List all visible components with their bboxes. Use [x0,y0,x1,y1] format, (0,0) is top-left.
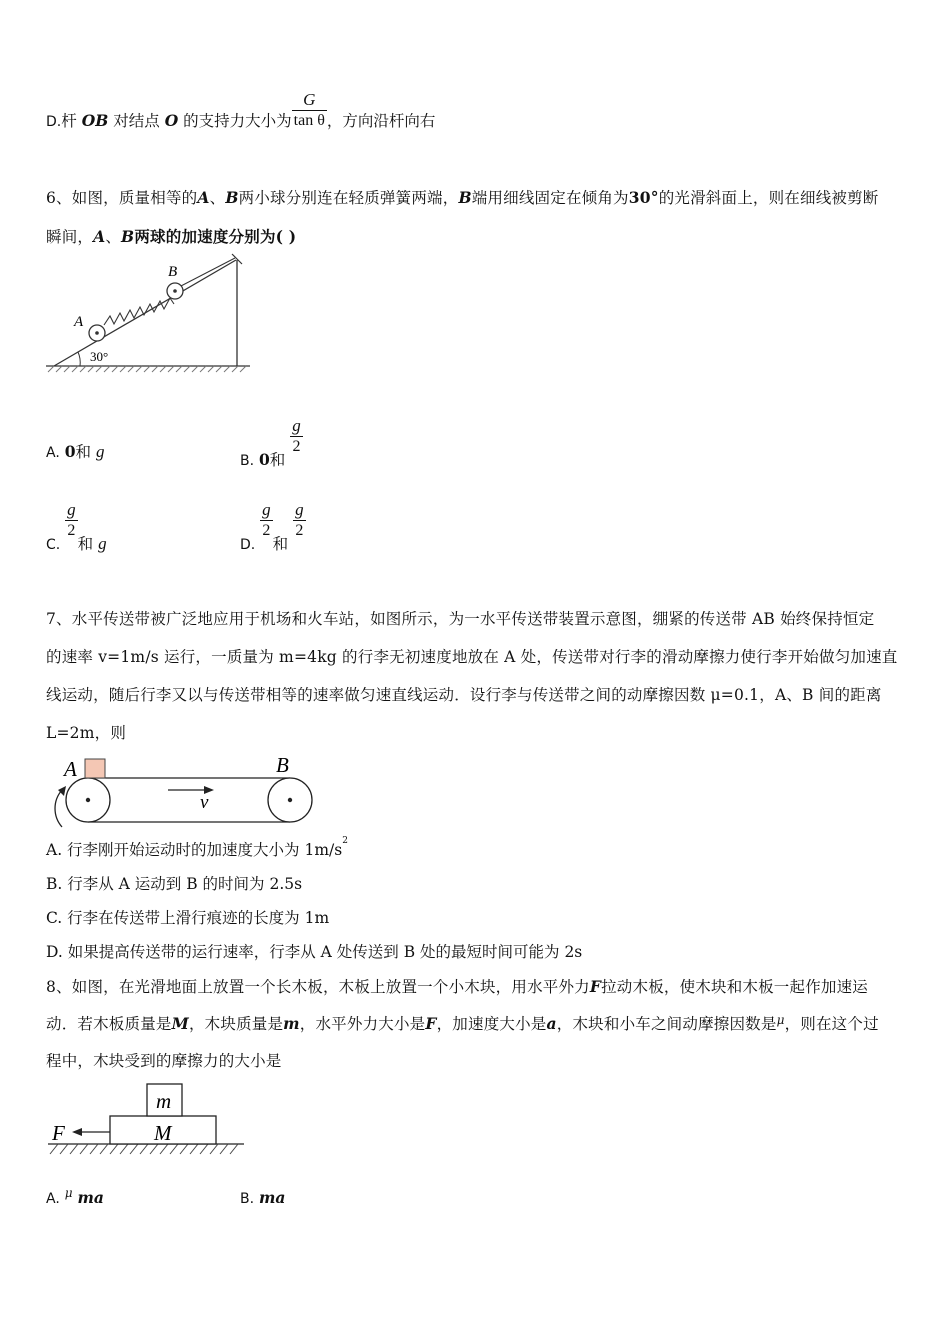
q7-option-a[interactable] [46,838,348,860]
q8-text: ，木块质量是 [188,1015,284,1033]
value: 0 [259,449,270,469]
label-m: m [156,1089,172,1113]
fraction-denominator: 2 [260,520,273,541]
q8-option-b[interactable] [240,1188,285,1207]
label-b: B [276,753,289,777]
q6-stem-line1 [46,186,904,208]
option-label: D. [240,536,256,553]
q6-b: B [225,188,239,207]
fraction [293,500,306,541]
angle-arc [78,352,80,366]
q7-option-c[interactable]: C. 行李在传送带上滑行痕迹的长度为 1m [46,909,330,927]
fraction-denominator: tan θ [293,112,325,129]
q7-text: 的速率 v=1m/s 运行，一质量为 m=4kg 的行李无初速度地放在 A 处，传送带对行李的滑动摩擦力使行李开始做匀加速直 [46,648,898,666]
q5-ob: OB [81,110,109,130]
q7-option-b[interactable]: B. 行李从 A 运动到 B 的时间为 2.5s [46,875,303,893]
q7-stem-line3: 线运动，随后行李又以与传送带相等的速率做匀速直线运动．设行李与传送带之间的动摩擦因数 μ=0.1，A、B 间的距离 [46,686,882,704]
q8-text: 动．若木板质量是 [46,1015,172,1033]
thread [179,258,235,287]
value: 0 [64,442,76,461]
option-label: A. [46,1191,60,1207]
q5-o: O [164,110,179,130]
q6-option-c[interactable] [46,500,107,553]
label-a: A [64,757,77,781]
ground-hatch [50,1144,238,1154]
q8-stem-line2 [46,1012,904,1034]
q5-option-d [46,90,436,148]
fraction-numerator: g [67,500,76,519]
q5-text: 的支持力大小为 [183,111,292,130]
q8-mass-small: m [283,1014,300,1033]
q8-text: ，木块和小车之间动摩擦因数是 [556,1015,777,1033]
q8-f: F [425,1014,437,1033]
fraction-numerator: g [292,416,301,435]
label-angle: 30° [90,349,109,364]
q5-text: 杆 [61,111,77,130]
q8-text: ，加速度大小是 [436,1015,547,1033]
q7-stem-line2 [46,645,904,667]
q6-a: A [93,227,106,246]
q6-option-a[interactable] [46,440,104,462]
fraction-denominator: 2 [65,520,78,541]
q8-text: ，则在这个过 [784,1015,879,1033]
option-label: C. [46,536,61,553]
q8-stem-line3: 程中，木块受到的摩擦力的大小是 [46,1052,282,1070]
fraction-denominator: 2 [290,436,303,457]
q6-b: B [458,188,472,207]
fraction [260,500,273,541]
label-v: v [200,792,209,813]
value-ma: ma [259,1188,286,1207]
q8-f: F [589,977,602,996]
and-text: 和 [269,450,286,469]
and-text: 和 [75,443,92,461]
q8-mass-m: M [171,1014,189,1033]
and-text: 和 [272,534,289,553]
math-g: g [98,533,107,553]
q6-text: 的光滑斜面上，则在细线被剪断 [658,189,879,207]
fraction-denominator: 2 [293,520,306,541]
q5-text: ，方向沿杆向右 [326,111,436,130]
q8-option-a[interactable] [46,1188,104,1207]
and-text: 和 [77,534,94,553]
superscript: 2 [342,836,348,846]
q8-text: 拉动木板，使木块和木板一起作加速运 [601,978,868,996]
option-label: B. [240,1191,255,1207]
q6-option-b[interactable] [240,416,303,469]
q6-text: 6、如图，质量相等的 [46,189,198,207]
label-board: M [154,1121,172,1145]
q7-stem-line1: 7、水平传送带被广泛地应用于机场和火车站，如图所示，为一水平传送带装置示意图，绷紧的传送带 AB 始终保持恒定 [46,610,875,628]
fraction [292,90,327,131]
q6-sep: 、 [209,189,226,207]
fraction-numerator: G [303,90,316,109]
q7-option-d[interactable]: D. 如果提高传送带的运行速率，行李从 A 处传送到 B 处的最短时间可能为 2s [46,943,583,961]
q6-text: 两球的加速度分别为( ) [134,227,297,246]
value-ma: ma [77,1188,104,1207]
option-label: A. [46,445,60,461]
q6-a: A [197,188,210,207]
q6-stem-line2 [46,225,904,247]
label-f: F [52,1121,65,1145]
option-text: A. 行李刚开始运动时的加速度大小为 1m/s [46,841,343,859]
ground-hatch [48,366,246,372]
q8-text: 8、如图，在光滑地面上放置一个长木板，木板上放置一个小木块，用水平外力 [46,978,590,996]
q6-angle: 30° [628,188,659,207]
q7-conveyor-figure [44,752,324,832]
mu-symbol: μ [64,1186,73,1200]
math-g: g [95,442,105,461]
q8-mu: μ [776,1013,785,1027]
fraction-numerator: g [295,500,304,519]
q8-stem-line1 [46,975,904,997]
luggage-box [85,759,105,778]
fraction-numerator: g [262,500,271,519]
fraction [65,500,78,541]
label-a: A [74,314,84,330]
option-label: D. [46,113,62,130]
q7-stem-line4: L=2m，则 [46,724,127,742]
q8-text: ，水平外力大小是 [299,1015,426,1033]
q6-text: 两小球分别连在轻质弹簧两端， [238,189,459,207]
label-b: B [168,264,178,280]
q6-text: 瞬间， [46,228,94,246]
fraction [290,416,303,457]
option-label: B. [240,452,255,469]
rotation-arrow [55,790,62,827]
q6-text: 端用细线固定在倾角为 [471,189,629,207]
q8-acceleration: a [546,1014,557,1033]
q8-board-figure [46,1080,246,1160]
q6-sep: 、 [105,228,122,246]
q5-text: 对结点 [113,111,160,130]
q6-option-d[interactable] [240,500,306,553]
q6-incline-figure [44,250,254,380]
q6-b: B [121,227,135,246]
